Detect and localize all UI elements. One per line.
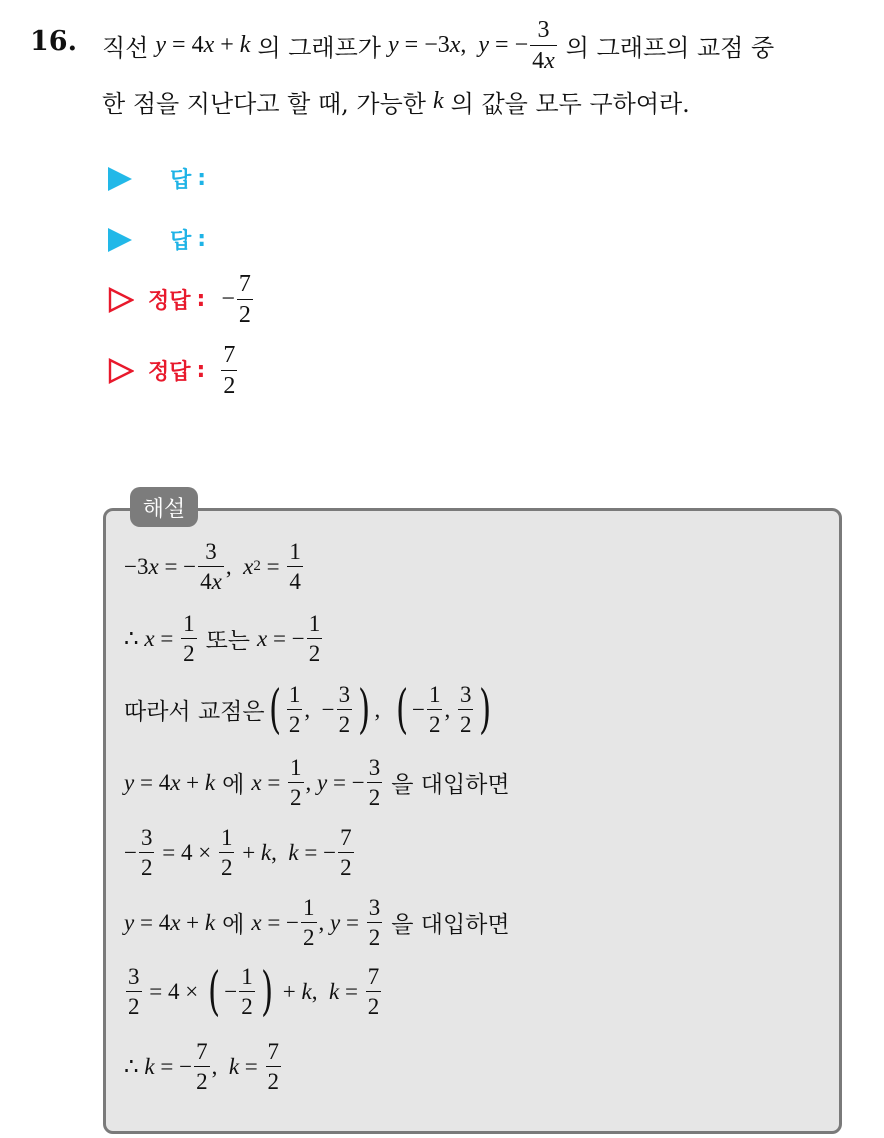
explanation-tab: 해설 <box>130 487 198 527</box>
explanation-line: y = 4 x + k 에 x = $\frac{1}{2}$ , y = − $\frac{3}{2}$ 을 대입하면 <box>124 755 510 810</box>
play-triangle-icon <box>108 228 132 252</box>
question-line-2: 한 점을 지난다고 할 때, 가능한 k 의 값을 모두 구하여라. <box>102 84 690 119</box>
answer-colon: : <box>196 358 206 383</box>
explanation-word: 에 <box>222 912 245 938</box>
explanation-word: 에 <box>222 772 245 798</box>
correct-answer-label: 정답 <box>148 360 191 385</box>
question-text: 의 값을 모두 구하여라. <box>450 90 690 118</box>
explanation-line: − $\frac{3}{2}$ = 4 × $\frac{1}{2}$ + k , k = − $\frac{7}{2}$ <box>124 825 352 880</box>
question-line-1: 직선 y = 4 x + k 의 그래프가 y = −3 x , y = − $\frac{3}{4x}$ 의 그래프의 교점 중 <box>102 17 775 74</box>
explanation-word: 을 대입하면 <box>391 912 510 938</box>
correct-answer-row <box>108 272 255 327</box>
explanation-line: −3 x = − $\frac{3}{4x}$ , x 2 = $\frac{1}{4}$ <box>124 539 301 594</box>
answer-colon: : <box>196 287 206 312</box>
answer-colon: : <box>197 166 207 191</box>
correct-answer-label: 정답 <box>148 289 191 314</box>
answer-fraction: $\frac{7}{2}$ <box>223 342 236 399</box>
answer-label: 답 <box>170 168 192 193</box>
play-triangle-icon <box>108 167 132 191</box>
question-text: 의 그래프의 교점 중 <box>565 34 775 62</box>
answer-row-blank <box>108 224 206 255</box>
explanation-line: $\frac{3}{2}$ = 4 × ( − $\frac{1}{2}$ ) + k , k = $\frac{7}{2}$ <box>128 961 380 1022</box>
explanation-line: ∴ x = $\frac{1}{2}$ 또는 x = − $\frac{1}{2}$ <box>124 611 321 666</box>
explanation-line: 따라서 교점은 ( $\frac{1}{2}$ , − $\frac{3}{2}$ ) , ( − $\frac{1}{2}$ , $\frac{3}{2}$ ) <box>124 679 492 740</box>
question-number: 16. <box>30 26 77 57</box>
explanation-line: y = 4 x + k 에 x = − $\frac{1}{2}$ , y = $\frac{3}{2}$ 을 대입하면 <box>124 895 510 950</box>
outline-triangle-icon <box>108 287 134 313</box>
fraction: $\frac{3}{4x}$ <box>532 17 555 74</box>
explanation-word: 을 대입하면 <box>391 772 510 798</box>
explanation-line: ∴ k = − $\frac{7}{2}$ , k = $\frac{7}{2}$ <box>124 1039 280 1094</box>
question-text: 한 점을 지난다고 할 때, 가능한 <box>102 90 426 118</box>
question-text: 직선 <box>102 34 149 62</box>
outline-triangle-icon <box>108 358 134 384</box>
explanation-word: 따라서 교점은 <box>124 699 265 725</box>
answer-fraction: $\frac{7}{2}$ <box>238 271 251 328</box>
answer-sign: − <box>221 286 235 312</box>
math-expression: y <box>155 32 167 58</box>
answer-label: 답 <box>170 229 192 254</box>
answer-colon: : <box>197 227 207 252</box>
question-text: 의 그래프가 <box>257 34 381 62</box>
explanation-word: 또는 <box>205 628 251 654</box>
correct-answer-row <box>108 343 239 398</box>
answer-row-blank <box>108 163 206 194</box>
